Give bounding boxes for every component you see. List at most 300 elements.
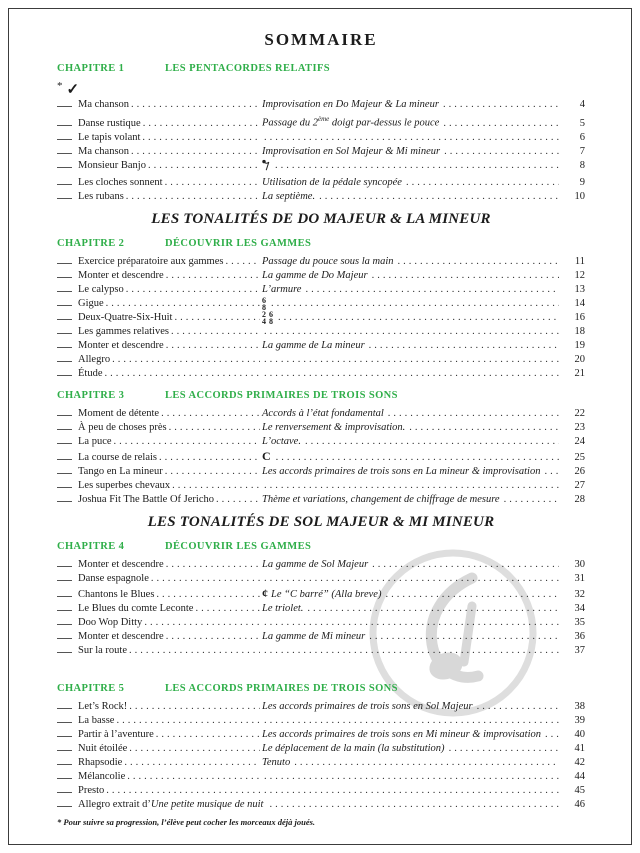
- entry-description-column: [262, 602, 561, 616]
- entry-page-number: 45: [574, 784, 585, 796]
- dot-leader: [544, 465, 559, 479]
- dot-leader: [131, 98, 260, 112]
- entry-title-column: [78, 728, 262, 742]
- chapter-heading: [57, 682, 585, 695]
- dot-leader: [195, 602, 260, 616]
- entry-page-number: 38: [574, 700, 585, 712]
- dot-leader: [148, 159, 260, 173]
- chapter-title: DÉCOUVRIR LES GAMMES: [165, 540, 312, 552]
- entry-title: Doo Wop Ditty: [78, 616, 143, 628]
- entry-title: Rhapsodie: [78, 756, 123, 768]
- entry-description-column: [262, 728, 561, 742]
- check-line: [57, 771, 72, 779]
- entry-description-column: [262, 269, 561, 283]
- entry-title-column: [78, 435, 262, 449]
- entry-title-column: [78, 602, 262, 616]
- dot-leader: [409, 421, 559, 435]
- entry-page-number: 6: [579, 131, 585, 143]
- toc-entry: [57, 112, 585, 131]
- dot-leader: [166, 630, 260, 644]
- entry-description-column: [262, 421, 561, 435]
- toc-entry: [57, 421, 585, 435]
- entry-page-number: 22: [574, 407, 585, 419]
- dot-leader: [143, 117, 260, 131]
- chapter-label: CHAPITRE 1: [57, 63, 125, 74]
- check-line: [57, 368, 72, 376]
- entry-description-column: [262, 283, 561, 297]
- entry-title-column: [78, 311, 262, 325]
- toc-entry: [57, 435, 585, 449]
- chapter-heading: [57, 540, 585, 553]
- entry-title-column: [78, 255, 262, 269]
- dot-leader: [106, 784, 260, 798]
- dot-leader: [278, 311, 559, 325]
- toc-entry: [57, 339, 585, 353]
- check-line: [57, 743, 72, 751]
- dot-leader: [166, 339, 260, 353]
- entry-title-column: [78, 700, 262, 714]
- toc-entry: [57, 700, 585, 714]
- entry-description-column: [267, 798, 561, 812]
- entry-description-column: [262, 465, 561, 479]
- entry-title: Presto: [78, 784, 105, 796]
- entry-title-column: [78, 572, 262, 586]
- toc-entry: [57, 728, 585, 742]
- entry-description: Accords à l’état fondamental: [262, 407, 384, 419]
- dot-leader: [477, 700, 559, 714]
- entry-title-column: [78, 190, 262, 204]
- dot-leader: [319, 190, 559, 204]
- entry-description-column: [262, 145, 561, 159]
- dot-leader: [174, 311, 260, 325]
- dot-leader: [264, 572, 559, 586]
- dot-leader: [105, 367, 261, 381]
- check-line: [57, 340, 72, 348]
- entry-title: À peu de choses près: [78, 421, 167, 433]
- chapter-title: LES ACCORDS PRIMAIRES DE TROIS SONS: [165, 682, 398, 694]
- entry-page-number: 35: [574, 616, 585, 628]
- entry-description-column: [262, 572, 561, 586]
- entry-page-number: 26: [574, 465, 585, 477]
- dot-leader: [159, 451, 260, 465]
- entry-title: La course de relais: [78, 451, 158, 463]
- entry-title-column: [78, 159, 262, 173]
- check-line: [57, 146, 72, 154]
- dot-leader: [156, 588, 260, 602]
- dot-leader: [116, 714, 260, 728]
- entry-title-column: [78, 407, 262, 421]
- entry-description-column: [262, 756, 561, 770]
- dot-leader: [172, 479, 260, 493]
- check-line: [57, 118, 72, 126]
- dot-leader: [545, 728, 559, 742]
- dot-leader: [225, 255, 260, 269]
- part-heading: LES TONALITÉS DE SOL MAJEUR & MI MINEUR: [147, 513, 495, 530]
- time-signature-icon: 2 4 6 8: [262, 309, 273, 326]
- entry-description: Les accords primaires de trois sons en Sol Majeur: [262, 700, 473, 712]
- check-line: [57, 701, 72, 709]
- check-line: [57, 132, 72, 140]
- entry-page-number: 34: [574, 602, 585, 614]
- entry-page-number: 40: [574, 728, 585, 740]
- part-heading: LES TONALITÉS DE DO MAJEUR & LA MINEUR: [151, 210, 491, 227]
- entry-description: La septième.: [262, 190, 316, 202]
- dot-leader: [264, 325, 559, 339]
- entry-description: Passage du 2ème doigt par-dessus le pouce: [262, 115, 440, 129]
- entry-page-number: 20: [574, 353, 585, 365]
- toc-entry: [57, 297, 585, 311]
- entry-description-column: [262, 435, 561, 449]
- entry-title: Monter et descendre: [78, 630, 164, 642]
- entry-page-number: 36: [574, 630, 585, 642]
- check-line: [57, 177, 72, 185]
- check-line: [57, 480, 72, 488]
- entry-title: Joshua Fit The Battle Of Jericho: [78, 493, 214, 505]
- toc-entry: [57, 176, 585, 190]
- toc-entry: [57, 353, 585, 367]
- entry-title-column: [78, 117, 262, 131]
- chapter-label: CHAPITRE 2: [57, 237, 125, 249]
- entry-description: Improvisation en Do Majeur & La mineur: [262, 99, 439, 110]
- check-line: [57, 436, 72, 444]
- dot-leader: [449, 742, 559, 756]
- entry-title: Let’s Rock!: [78, 700, 128, 712]
- entry-description-column: [262, 297, 561, 311]
- check-line: [57, 757, 72, 765]
- entry-title: La puce: [78, 435, 112, 447]
- entry-title: Monsieur Banjo: [78, 159, 146, 171]
- entry-title-column: [78, 176, 262, 190]
- toc-entry: [57, 756, 585, 770]
- dot-leader: [369, 630, 559, 644]
- entry-description-column: [262, 700, 561, 714]
- page-title: SOMMAIRE: [264, 30, 378, 49]
- entry-page-number: 11: [574, 255, 585, 267]
- entry-title-column: [78, 421, 262, 435]
- chapter-heading: [57, 62, 585, 75]
- dot-leader: [406, 176, 559, 190]
- entry-page-number: 37: [574, 644, 585, 656]
- eighth-rest-icon: [262, 159, 270, 176]
- entry-title-column: [78, 756, 262, 770]
- entry-description-column: [262, 159, 561, 176]
- check-line: [57, 729, 72, 737]
- toc-entry: [57, 558, 585, 572]
- entry-description: Les accords primaires de trois sons en La mineur & improvisation: [262, 465, 541, 477]
- check-line: [57, 573, 72, 581]
- dot-leader: [112, 353, 260, 367]
- toc-entry: [57, 269, 585, 283]
- entry-description-column: [262, 367, 561, 381]
- entry-title: Étude: [78, 367, 103, 379]
- entry-title-column: [78, 616, 262, 630]
- entry-title-column: [78, 98, 262, 112]
- dot-leader: [144, 616, 260, 630]
- entry-page-number: 9: [579, 176, 585, 188]
- entry-page-number: 4: [579, 99, 585, 110]
- toc-entry: [57, 407, 585, 421]
- toc-entry: [57, 325, 585, 339]
- checkmark-icon: ✓: [66, 82, 80, 98]
- dot-leader: [444, 145, 559, 159]
- entry-page-number: 39: [574, 714, 585, 726]
- entry-page-number: 30: [574, 558, 585, 570]
- entry-page-number: 14: [574, 297, 585, 309]
- entry-description-column: [262, 714, 561, 728]
- dot-leader: [142, 131, 260, 145]
- chapter-title: LES ACCORDS PRIMAIRES DE TROIS SONS: [165, 389, 398, 401]
- check-line: [57, 452, 72, 460]
- dot-leader: [264, 644, 559, 658]
- entry-title: Gigue: [78, 297, 104, 309]
- entry-description: Passage du pouce sous la main: [262, 255, 394, 267]
- dot-leader: [114, 435, 260, 449]
- entry-title: Danse rustique: [78, 117, 141, 129]
- entry-description: L’armure: [262, 283, 302, 295]
- check-line: [57, 617, 72, 625]
- toc-entry: [57, 311, 585, 325]
- toc-entry: [57, 367, 585, 381]
- dot-leader: [443, 98, 559, 112]
- dot-leader: [129, 700, 260, 714]
- entry-page-number: 27: [574, 479, 585, 491]
- toc-entry: [57, 714, 585, 728]
- entry-page-number: 16: [574, 311, 585, 323]
- toc-entry: [57, 784, 585, 798]
- toc-entry: [57, 602, 585, 616]
- dot-leader: [264, 714, 559, 728]
- dot-leader: [264, 770, 559, 784]
- entry-description: L’octave.: [262, 435, 301, 447]
- entry-page-number: 5: [579, 117, 585, 129]
- entry-title: Mélancolie: [78, 770, 126, 782]
- chapter-label: CHAPITRE 3: [57, 389, 125, 401]
- chapter-title: DÉCOUVRIR LES GAMMES: [165, 237, 312, 249]
- check-line: [57, 284, 72, 292]
- dot-leader: [126, 283, 260, 297]
- dot-leader: [171, 325, 260, 339]
- dot-leader: [156, 728, 260, 742]
- check-line: [57, 312, 72, 320]
- check-line: [57, 422, 72, 430]
- dot-leader: [264, 616, 559, 630]
- dot-leader: [504, 493, 559, 507]
- check-line: [57, 466, 72, 474]
- toc-entry: [57, 630, 585, 644]
- entry-page-number: 10: [574, 190, 585, 202]
- dot-leader: [127, 770, 260, 784]
- entry-title-column: [78, 269, 262, 283]
- entry-page-number: 28: [574, 493, 585, 505]
- entry-description-column: [262, 616, 561, 630]
- dot-leader: [271, 297, 559, 311]
- entry-title: La basse: [78, 714, 115, 726]
- dot-leader: [388, 407, 559, 421]
- entry-page-number: 19: [574, 339, 585, 351]
- dot-leader: [276, 451, 559, 465]
- entry-description-column: [262, 325, 561, 339]
- entry-description: La gamme de Sol Majeur: [262, 558, 369, 570]
- entry-title: Nuit étoilée: [78, 742, 128, 754]
- time-signature-icon: 6 8: [262, 295, 266, 312]
- toc-entry: [57, 616, 585, 630]
- toc-entry: [57, 255, 585, 269]
- common-time-icon: C: [262, 448, 271, 463]
- entry-page-number: 24: [574, 435, 585, 447]
- entry-page-number: 42: [574, 756, 585, 768]
- entry-description-column: [262, 479, 561, 493]
- toc-entry: [57, 145, 585, 159]
- dot-leader: [264, 131, 559, 145]
- entry-title-column: [78, 588, 262, 602]
- dot-leader: [165, 465, 260, 479]
- toc-entry: [57, 98, 585, 112]
- cut-time-icon: ¢: [262, 585, 268, 600]
- entry-title-column: [78, 630, 262, 644]
- dot-leader: [124, 756, 260, 770]
- dot-leader: [131, 145, 260, 159]
- entry-title-column: [78, 325, 262, 339]
- entry-title-column: [78, 742, 262, 756]
- entry-title-column: [78, 131, 262, 145]
- chapter-heading: [57, 389, 585, 402]
- entry-description: Les accords primaires de trois sons en Mi mineur & improvisation: [262, 728, 542, 740]
- entry-title: Les superbes chevaux: [78, 479, 171, 491]
- dot-leader: [269, 798, 559, 812]
- dot-leader: [305, 283, 559, 297]
- entry-description: Utilisation de la pédale syncopée: [262, 176, 402, 188]
- entry-page-number: 41: [574, 742, 585, 754]
- entry-title: Le calypso: [78, 283, 124, 295]
- dot-leader: [129, 742, 260, 756]
- dot-leader: [151, 572, 260, 586]
- entry-description-column: [262, 131, 561, 145]
- entry-description: La gamme de Mi mineur: [262, 630, 366, 642]
- dot-leader: [165, 176, 260, 190]
- entry-title: Moment de détente: [78, 407, 160, 419]
- footnote-asterisk: *: [57, 80, 63, 92]
- toc-entry: [57, 465, 585, 479]
- toc-entry: [57, 283, 585, 297]
- entry-description-column: [262, 586, 561, 602]
- toc-entry: [57, 131, 585, 145]
- entry-description-column: [262, 630, 561, 644]
- entry-description: La gamme de Do Majeur: [262, 269, 368, 281]
- entry-title-column: [78, 644, 262, 658]
- dot-leader: [264, 784, 559, 798]
- check-line: [57, 99, 72, 107]
- entry-page-number: 13: [574, 283, 585, 295]
- entry-title: Chantons le Blues: [78, 588, 155, 600]
- toc-entry: [57, 586, 585, 602]
- dot-leader: [161, 407, 260, 421]
- entry-title-column: [78, 465, 262, 479]
- entry-description-column: [262, 784, 561, 798]
- dot-leader: [307, 602, 559, 616]
- chapter-heading: [57, 237, 585, 250]
- dot-leader: [372, 269, 559, 283]
- entry-title-column: [78, 283, 262, 297]
- entry-title: Allegro: [78, 353, 111, 365]
- entry-description-column: [262, 98, 561, 112]
- check-line: [57, 256, 72, 264]
- entry-title-column: [78, 714, 262, 728]
- chapter-label: CHAPITRE 5: [57, 682, 125, 694]
- dot-leader: [443, 117, 559, 131]
- dot-leader: [216, 493, 260, 507]
- check-line: [57, 631, 72, 639]
- toc-entry: [57, 493, 585, 507]
- entry-description-column: [262, 558, 561, 572]
- entry-title: Les gammes relatives: [78, 325, 169, 337]
- dot-leader: [305, 435, 559, 449]
- entry-page-number: 46: [574, 798, 585, 810]
- entry-title: Allegro extrait d’Une petite musique de nuit: [78, 798, 264, 810]
- entry-description-column: [262, 449, 561, 465]
- dot-leader: [264, 367, 559, 381]
- entry-page-number: 44: [574, 770, 585, 782]
- dot-leader: [398, 255, 559, 269]
- check-line: [57, 494, 72, 502]
- entry-description-column: [262, 353, 561, 367]
- entry-page-number: 32: [574, 588, 585, 600]
- toc-entry: [57, 770, 585, 784]
- entry-title: Partir à l’aventure: [78, 728, 154, 740]
- entry-description-column: [262, 112, 561, 131]
- check-line: [57, 559, 72, 567]
- check-line: [57, 326, 72, 334]
- check-line: [57, 270, 72, 278]
- check-line: [57, 408, 72, 416]
- entry-page-number: 12: [574, 269, 585, 281]
- entry-title: Ma chanson: [78, 99, 130, 110]
- entry-title: Exercice préparatoire aux gammes: [78, 255, 224, 267]
- toc-entry: [57, 644, 585, 658]
- entry-title: Danse espagnole: [78, 572, 149, 584]
- entry-description-column: [262, 190, 561, 204]
- toc-entry: [57, 449, 585, 465]
- dot-leader: [369, 339, 559, 353]
- toc-entry: [57, 572, 585, 586]
- check-line: [57, 354, 72, 362]
- entry-page-number: 7: [579, 145, 585, 157]
- entry-title: Ma chanson: [78, 145, 130, 157]
- entry-description: Tenuto: [262, 756, 291, 768]
- check-line: [57, 191, 72, 199]
- entry-title-column: [78, 798, 267, 812]
- check-line: [57, 298, 72, 306]
- entry-page-number: 25: [574, 451, 585, 463]
- entry-title: Monter et descendre: [78, 339, 164, 351]
- entry-title-column: [78, 145, 262, 159]
- toc-entry: [57, 159, 585, 176]
- table-of-contents: [57, 62, 585, 812]
- entry-title-column: [78, 558, 262, 572]
- entry-description-column: [262, 311, 561, 325]
- dot-leader: [169, 421, 260, 435]
- entry-title: Le tapis volant: [78, 131, 141, 143]
- dot-leader: [166, 269, 260, 283]
- entry-description: Thème et variations, changement de chiffrage de mesure: [262, 493, 500, 505]
- toc-entry: [57, 742, 585, 756]
- footnote: * Pour suivre sa progression, l’élève peut cocher les morceaux déjà joués.: [57, 816, 316, 827]
- check-line: [57, 589, 72, 597]
- entry-description-column: [262, 407, 561, 421]
- entry-page-number: 23: [574, 421, 585, 433]
- entry-description: Improvisation en Sol Majeur & Mi mineur: [262, 145, 441, 157]
- progress-check-marker: [57, 80, 585, 96]
- entry-title-column: [78, 479, 262, 493]
